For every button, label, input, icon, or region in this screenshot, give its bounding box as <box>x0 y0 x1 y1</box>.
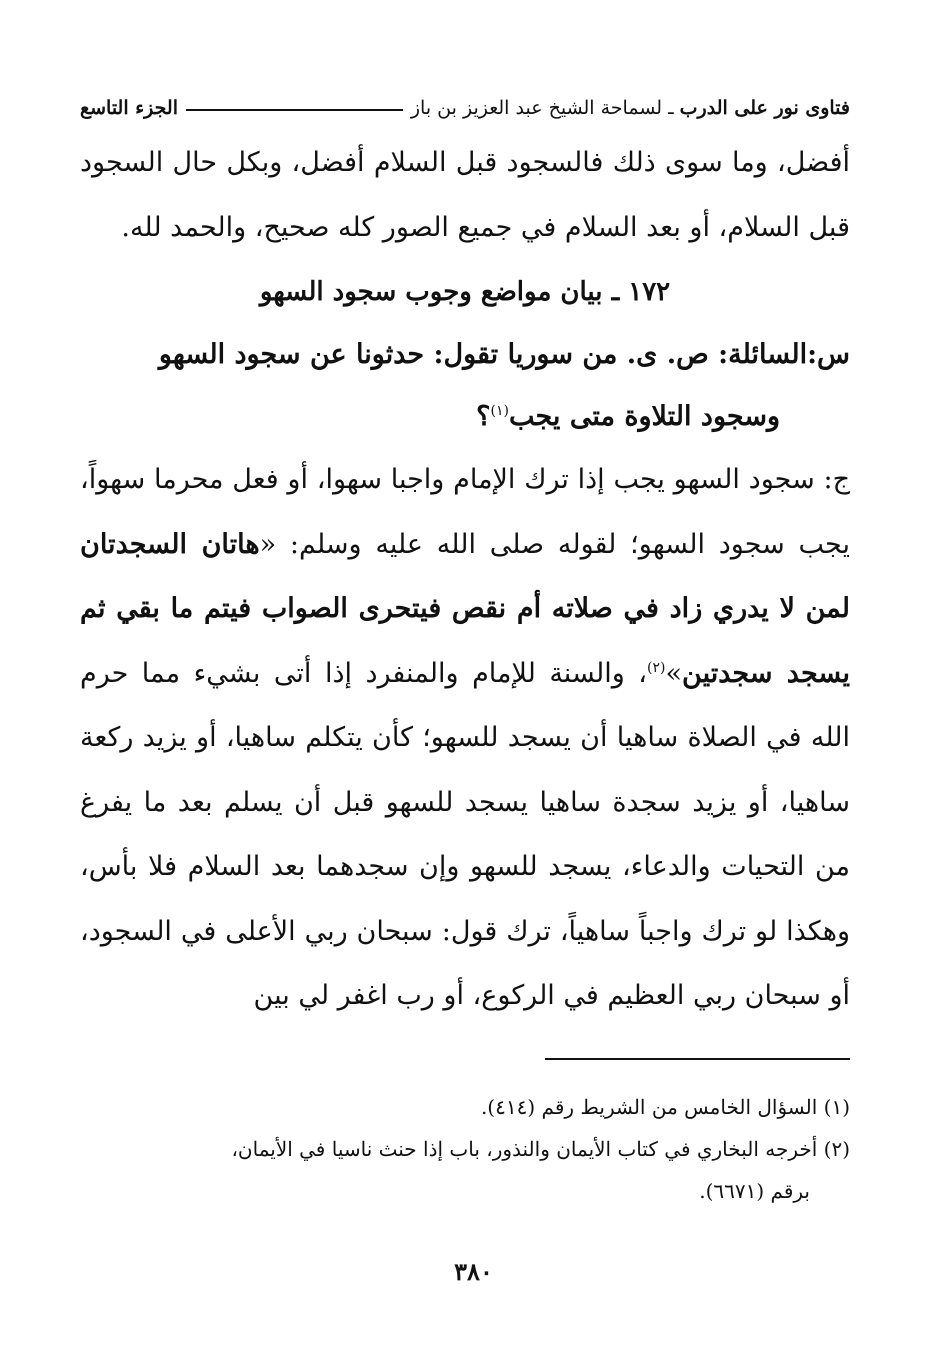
answer-intro: ج: سجود السهو يجب إذا ترك الإمام واجبا سهوا، أو فعل محرما سهواً، يجب سجود السهو؛ لقوله صلى الله عليه وسلم: « <box>80 464 850 560</box>
answer-rest: ، والسنة للإمام والمنفرد إذا أتى بشيء مما حرم الله في الصلاة ساهيا أن يسجد للسهو؛ كأن يتكلم ساهيا، أو يزيد ركعة ساهيا، أو يزيد سجدة ساهيا يسجد للسهو قبل أن يسلم بعد ما يفرغ من التحيات والدعاء، يسجد للسهو وإن سجدهما بعد السلام فلا بأس، وهكذا لو ترك واجباً ساهياً، ترك قول: سبحان ربي الأعلى في السجود، أو سبحان ربي العظيم في الركوع، أو رب اغفر لي بين <box>80 657 850 1011</box>
header-rule <box>186 109 403 111</box>
footnote-2-continuation: برقم (٦٦٧١). <box>699 1179 810 1203</box>
page-number: ٣٨٠ <box>454 1257 493 1286</box>
part-label: الجزء التاسع <box>80 97 178 119</box>
running-header <box>80 90 850 126</box>
footnote-divider <box>545 1058 850 1060</box>
header-separator: ـ <box>668 97 674 119</box>
question-mark: ؟ <box>476 401 491 432</box>
question-line-2: وسجود التلاوة متى يجب <box>508 401 780 432</box>
page-body <box>80 90 850 1029</box>
book-title: فتاوى نور على الدرب <box>679 97 850 119</box>
hadith-quote: هاتان السجدتان لمن لا يدري زاد في صلاته أم نقص فيتحرى الصواب فيتم ما بقي ثم يسجد سجدتين <box>80 528 850 689</box>
author-name: لسماحة الشيخ عبد العزيز بن باز <box>410 97 663 119</box>
footnote-ref-2[interactable]: (٢) <box>647 659 666 676</box>
question-line-2-wrap <box>80 386 850 448</box>
footnote-1: (١) السؤال الخامس من الشريط رقم (٤١٤). <box>480 1095 850 1119</box>
footnotes <box>80 1086 850 1212</box>
footnote-2: (٢) أخرجه البخاري في كتاب الأيمان والنذور، باب إذا حنث ناسيا في الأيمان، <box>231 1137 850 1161</box>
hadith-close: » <box>665 657 683 689</box>
section-heading: ١٧٢ ـ بيان مواضع وجوب سجود السهو <box>259 277 671 307</box>
footnote-ref-1[interactable]: (١) <box>490 403 509 419</box>
question-line-1: س:السائلة: ص. ى. من سوريا تقول: حدثونا عن سجود السهو <box>158 339 850 370</box>
answer-paragraph <box>80 448 850 1029</box>
question-paragraph <box>80 324 850 448</box>
continuation-paragraph: أفضل، وما سوى ذلك فالسجود قبل السلام أفضل، وبكل حال السجود قبل السلام، أو بعد السلام في جميع الصور كله صحيح، والحمد لله. <box>80 147 850 243</box>
